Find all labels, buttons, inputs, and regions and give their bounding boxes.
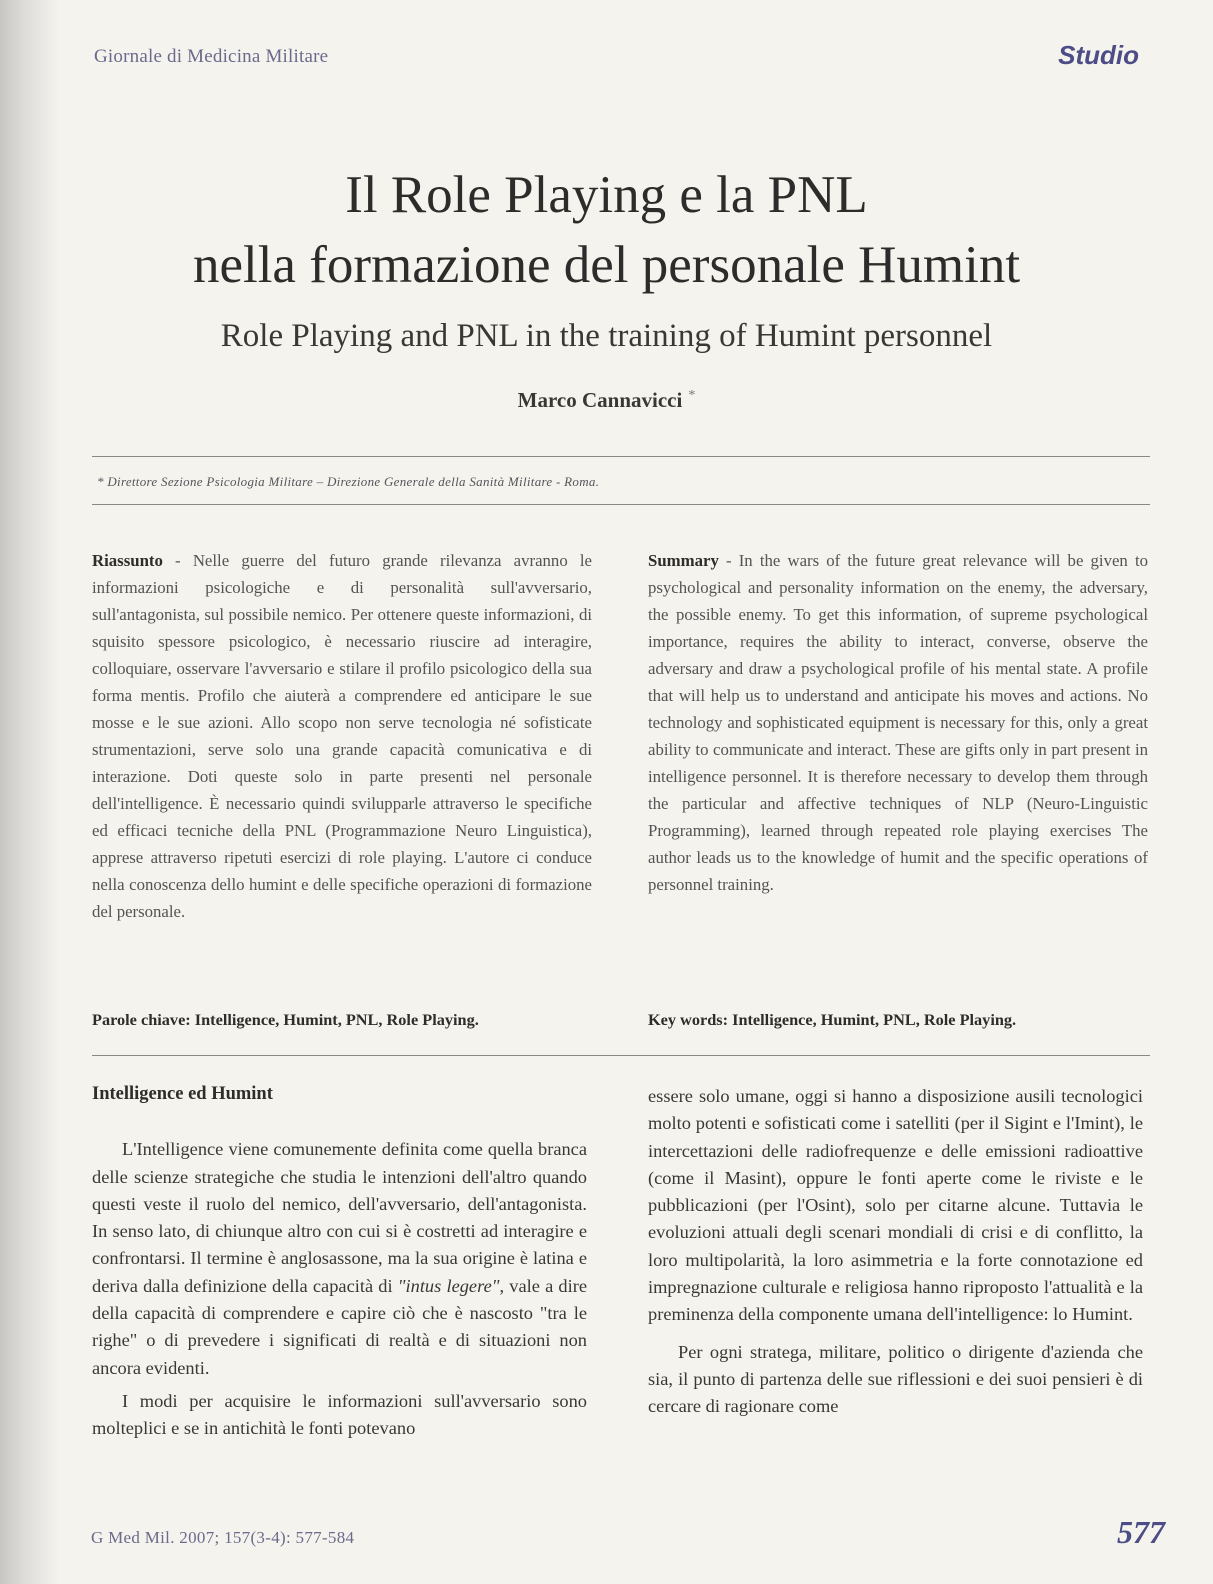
article-title [0,160,1213,300]
body-paragraph-2: I modi per acquisire le informazioni sull'avversario sono molteplici e se in antichità le fonti potevano [92,1390,587,1439]
author-line [0,388,1213,413]
body-paragraph-4: Per ogni stratega, militare, politico o dirigente d'azienda che sia, il punto di partenza delle sue riflessioni e dei suoi pensieri è di cercare di ragionare come [648,1341,1143,1417]
body-paragraph-1-text-a: L'Intelligence viene comunemente definita come quella branca delle scienze strategiche che studia le intenzioni dell'altro quando questi veste il ruolo del nemico, dell'avversario, dell'antagonista. In senso lato, di chiunque altro con cui si è costretti ad interagire e confrontarsi. Il termine è anglosassone, ma la sua origine è latina e deriva dalla definizione della capacità di [92,1139,587,1296]
section-label: Studio [1058,40,1139,70]
body-paragraph-1-text-b: , vale a dire della capacità di comprendere e capire ciò che è nascosto "tra le righe" o di prevedere i significati di realtà e di situazioni non ancora evidenti. [92,1275,588,1378]
author-footnote-mark: * [688,388,696,403]
page-number: 577 [1117,1514,1165,1550]
body-column-left [92,1075,587,1443]
abstract-english-text: - In the wars of the future great relevance will be given to psychological and personality information on the enemy, the adversary, the possible enemy. To get this information, of supreme psychological importance, requires the ability to interact, converse, observe the adversary and draw a psychological profile of his mental state. A profile that will help us to understand and anticipate his moves and actions. No technology and sophisticated equipment is necessary for this, only a great ability to communicate and interact. These are gifts only in part present in intelligence personnel. It is therefore necessary to develop them through the particular and affective techniques of NLP (Neuro-Linguistic Programming), learned through repeated role playing exercises The author leads us to the knowledge of humit and the specific operations of personnel training. [648,551,1148,894]
abstract-english [648,547,1148,898]
article-subtitle: Role Playing and PNL in the training of Humint personnel [220,318,993,354]
footer-citation: G Med Mil. 2007; 157(3-4): 577-584 [91,1528,355,1547]
author-affiliation: * Direttore Sezione Psicologia Militare – Direzione Generale della Sanità Militare - Roma. [97,474,600,489]
abstract-italian [92,547,592,925]
keywords-italian: Parole chiave: Intelligence, Humint, PNL, Role Playing. [92,1010,479,1029]
abstract-english-label: Summary [648,551,719,570]
journal-running-head: Giornale di Medicina Militare [94,46,329,67]
divider-body [92,1055,1150,1056]
body-paragraph-1 [92,1136,587,1382]
abstract-italian-text: - Nelle guerre del futuro grande rilevanza avranno le informazioni psicologiche e di personalità sull'avversario, sull'antagonista, sul possibile nemico. Per ottenere queste informazioni, di squisito spessore psicologico, è necessario riuscire ad interagire, colloquiare, osservare l'avversario e stilare il profilo psicologico della sua forma mentis. Profilo che aiuterà a comprendere ed anticipare le sue mosse e le sue azioni. Allo scopo non serve tecnologia né sofisticate strumentazioni, serve solo una grande capacità comunicativa e di interazione. Doti queste solo in parte presenti nel personale dell'intelligence. È necessario quindi svilupparle attraverso le specifiche ed efficaci tecniche della PNL (Programmazione Neuro Linguistica), apprese attraverso ripetuti esercizi di role playing. L'autore ci conduce nella conoscenza dello humint e delle specifiche operazioni di formazione del personale. [92,551,592,921]
body-column-right [648,1083,1143,1421]
divider-top [92,456,1150,457]
keywords-english: Key words: Intelligence, Humint, PNL, Role Playing. [648,1010,1017,1029]
title-line-1: Il Role Playing e la PNL [345,166,868,224]
abstract-italian-label: Riassunto [92,551,163,570]
intus-legere-phrase: "intus legere" [397,1275,500,1296]
section-heading: Intelligence ed Humint [92,1084,273,1104]
divider-affiliation [92,504,1150,505]
body-paragraph-3: essere solo umane, oggi si hanno a disposizione ausili tecnologici molto potenti e sofisticati come i satelliti (per il Sigint e l'Imint), le intercettazioni delle radiofrequenze e delle emissioni radioattive (come il Masint), oppure le fonti aperte come le riviste e le pubblicazioni (per l'Osint), solo per citarne alcune. Tuttavia le evoluzioni attuali degli scenari mondiali di crisi e di conflitto, la loro multipolarità, la loro asimmetria e la forte connotazione ed impregnazione culturale e religiosa hanno riproposto l'attualità e la preminenza della componente umana dell'intelligence: lo Humint. [648,1086,1143,1325]
author-name: Marco Cannavicci [517,388,683,412]
title-line-2: nella formazione del personale Humint [192,236,1021,294]
